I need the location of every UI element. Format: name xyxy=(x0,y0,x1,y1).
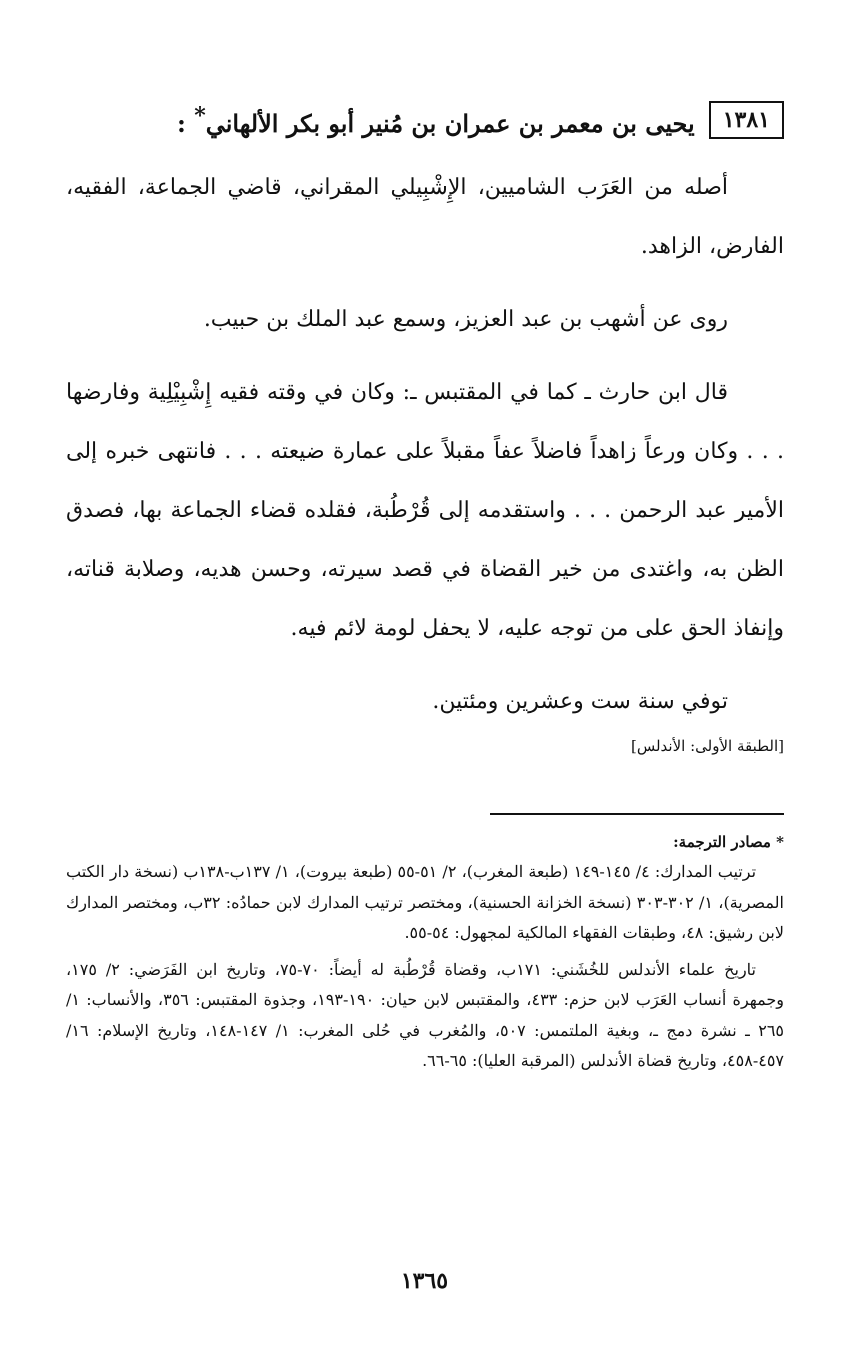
paragraph-narration: روى عن أشهب بن عبد العزيز، وسمع عبد الملك بن حبيب. xyxy=(203,307,728,332)
paragraph-quote: قال ابن حارث ـ كما في المقتبس ـ: وكان في وقته فقيه إِشْبِيْلِية وفارضها . . . وكان ورعاً زاهداً فاضلاً عفاً مقبلاً على عمارة ضيعته . . . فانتهى خبره إلى الأمير عبد الرحمن . . . واستقدمه إلى قُرْطُبة، فقلده قضاء الجماعة بها، فصدق الظن به، واغتدى من خير القضاة في قصد سيرته، وحسن هديه، وصلابة قناته، وإنفاذ الحق على من توجه عليه، لا يحفل لومة لائم فيه. xyxy=(66,380,784,641)
page-content xyxy=(66,96,784,1077)
entry-title-colon: : xyxy=(177,109,195,138)
paragraph-origin: أصله من العَرَب الشاميين، الإِشْبِيلي المقراني، قاضي الجماعة، الفقيه، الفارض، الزاهد. xyxy=(66,175,784,259)
entry-heading xyxy=(66,96,784,144)
tabaqa-label: [الطبقة الأولى: الأندلس] xyxy=(631,737,784,755)
page-number: ١٣٦٥ xyxy=(400,1268,449,1294)
entry-title-text: يحيى بن معمر بن عمران بن مُنير أبو بكر الألهاني xyxy=(205,109,695,138)
entry-title xyxy=(177,96,695,144)
entry-number-box: ١٣٨١ xyxy=(709,101,784,139)
footnote-divider xyxy=(490,813,784,815)
sources-heading: * مصادر الترجمة: xyxy=(673,833,784,851)
footnote-marker: * xyxy=(194,103,206,129)
source-note: ترتيب المدارك: ٤/ ١٤٥-١٤٩ (طبعة المغرب)، ٢/ ٥١-٥٥ (طبعة بيروت)، ١/ ١٣٧ب-١٣٨ب (نسخة دار الكتب المصرية)، ١/ ٣٠٢-٣٠٣ (نسخة الخزانة الحسنية)، ومختصر ترتيب المدارك لابن حمادُه: ٣٢ب، ومختصر المدارك لابن رشيق: ٤٨، وطبقات الفقهاء المالكية لمجهول: ٥٤-٥٥. xyxy=(66,862,785,942)
source-note: تاريخ علماء الأندلس للخُشَني: ١٧١ب، وقضاة قُرْطُبة له أيضاً: ٧٠-٧٥، وتاريخ ابن الفَرَضي: ٢/ ١٧٥، وجمهرة أنساب العَرَب لابن حزم: ٤٣٣، والمقتبس لابن حيان: ١٩٠-١٩٣، وجذوة المقتبس: ٣٥٦، والأنساب: ١/ ٢٦٥ ـ نشرة دمج ـ، وبغية الملتمس: ٥٠٧، والمُغرب في حُلى المغرب: ١/ ١٤٧-١٤٨، وتاريخ الإسلام: ١٦/ ٤٥٧-٤٥٨، وتاريخ قضاة الأندلس (المرقبة العليا): ٦٥-٦٦. xyxy=(66,959,785,1070)
paragraph-death: توفي سنة ست وعشرين ومئتين. xyxy=(432,689,728,714)
